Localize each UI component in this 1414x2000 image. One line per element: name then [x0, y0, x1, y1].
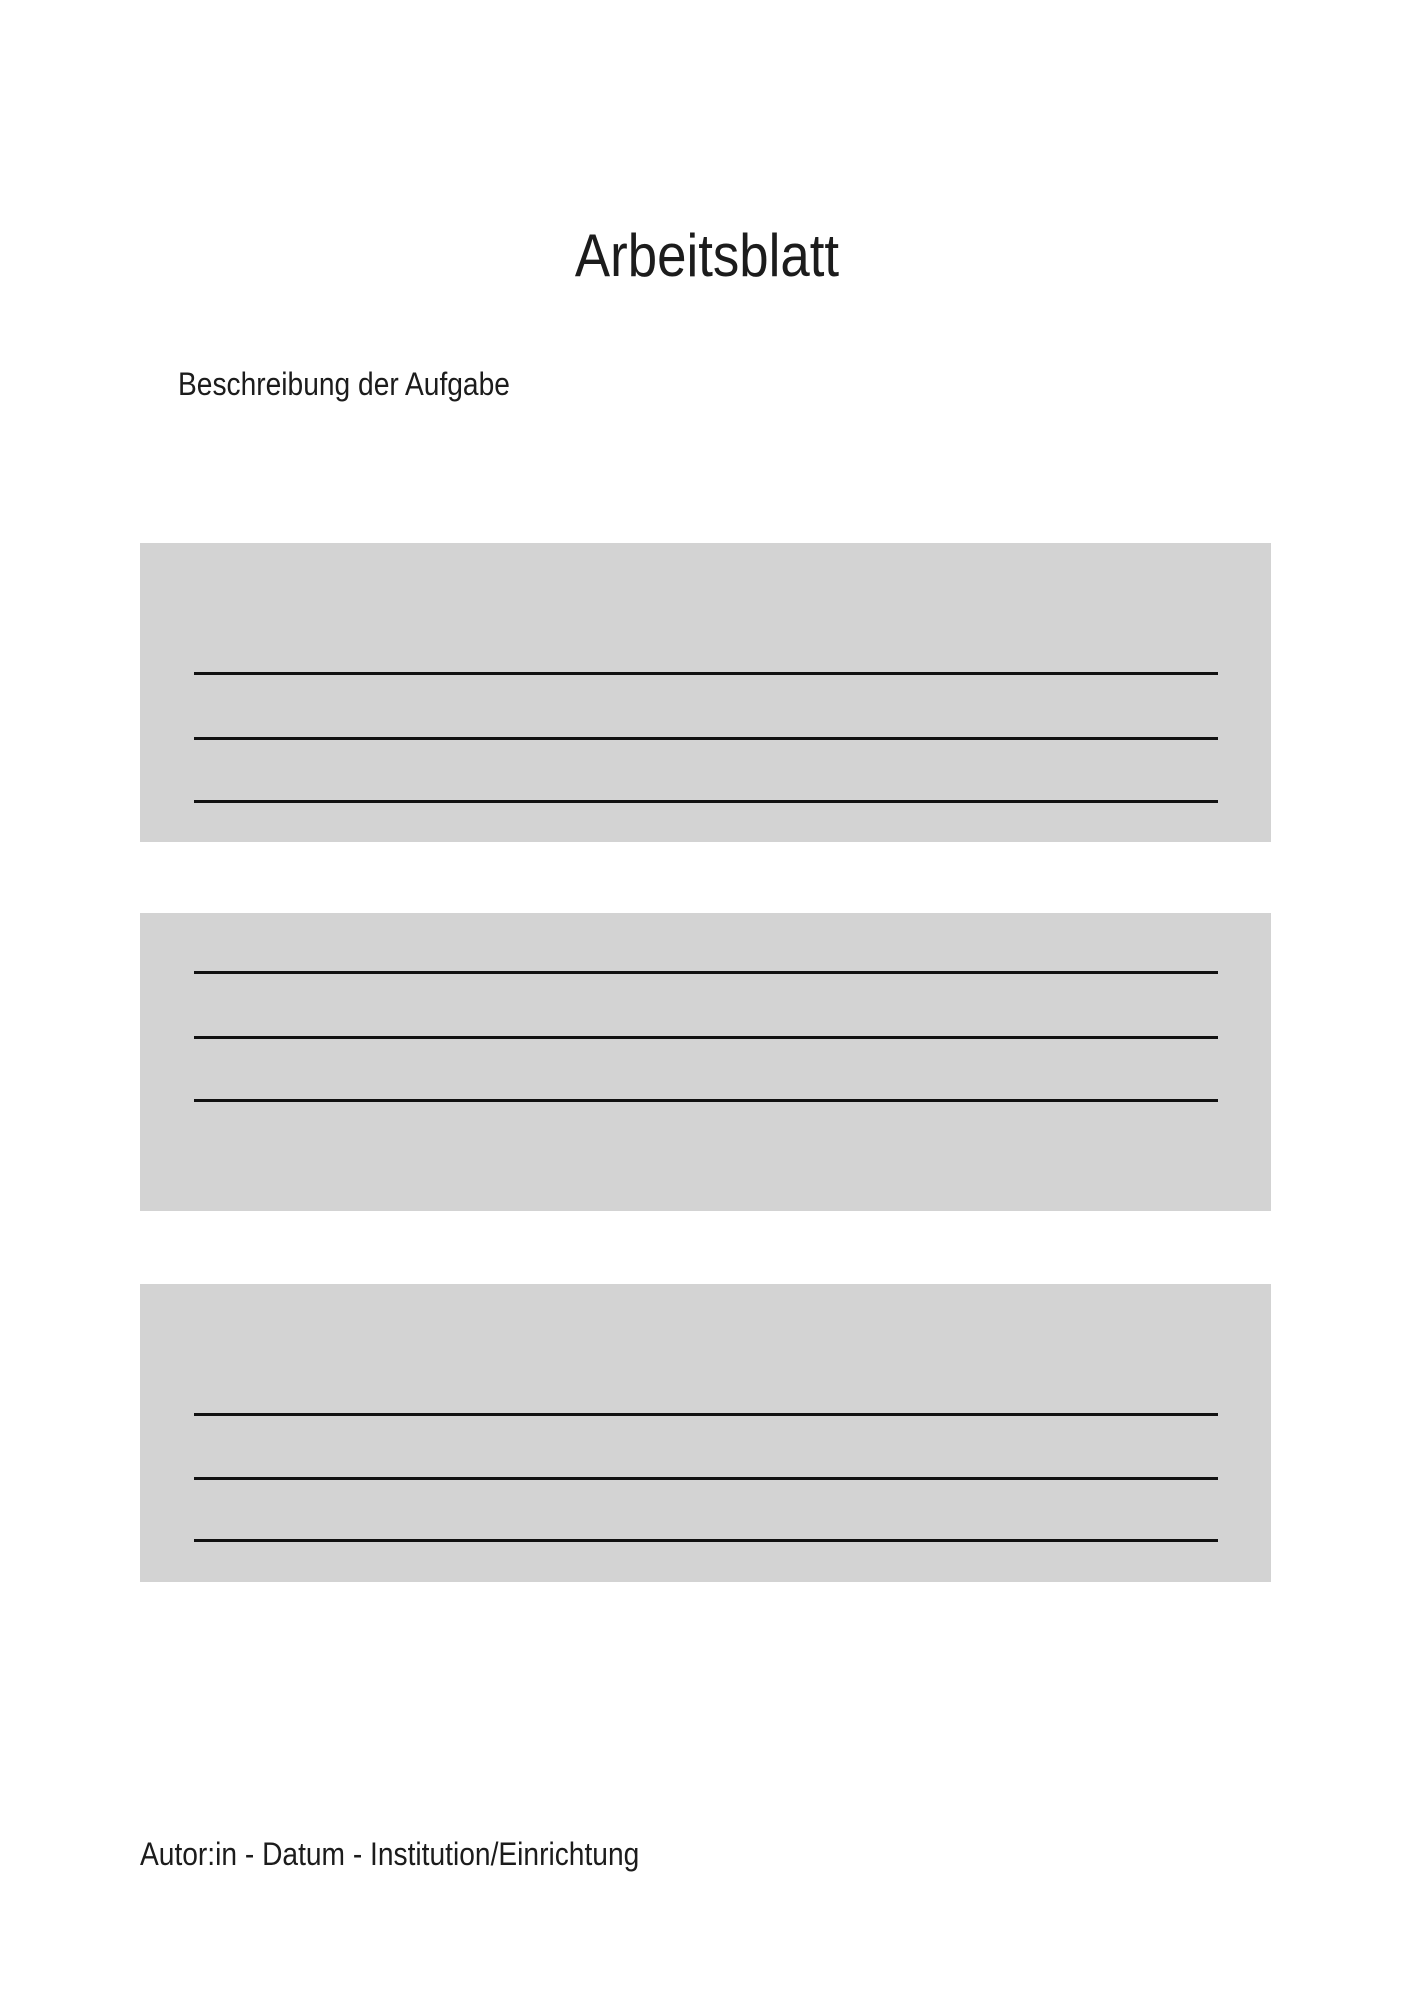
answer-writing-line [194, 1539, 1218, 1542]
answer-writing-line [194, 1099, 1218, 1102]
answer-writing-line [194, 1036, 1218, 1039]
task-description-label: Beschreibung der Aufgabe [178, 366, 510, 402]
answer-writing-line [194, 1477, 1218, 1480]
answer-box[interactable] [140, 1284, 1271, 1582]
answer-writing-line [194, 971, 1218, 974]
answer-writing-line [194, 800, 1218, 803]
answer-box[interactable] [140, 543, 1271, 842]
page-title: Arbeitsblatt [574, 222, 840, 289]
answer-writing-line [194, 737, 1218, 740]
answer-writing-line [194, 672, 1218, 675]
answer-writing-line [194, 1413, 1218, 1416]
answer-box[interactable] [140, 913, 1271, 1211]
footer-credits: Autor:in - Datum - Institution/Einrichtung [140, 1836, 640, 1872]
